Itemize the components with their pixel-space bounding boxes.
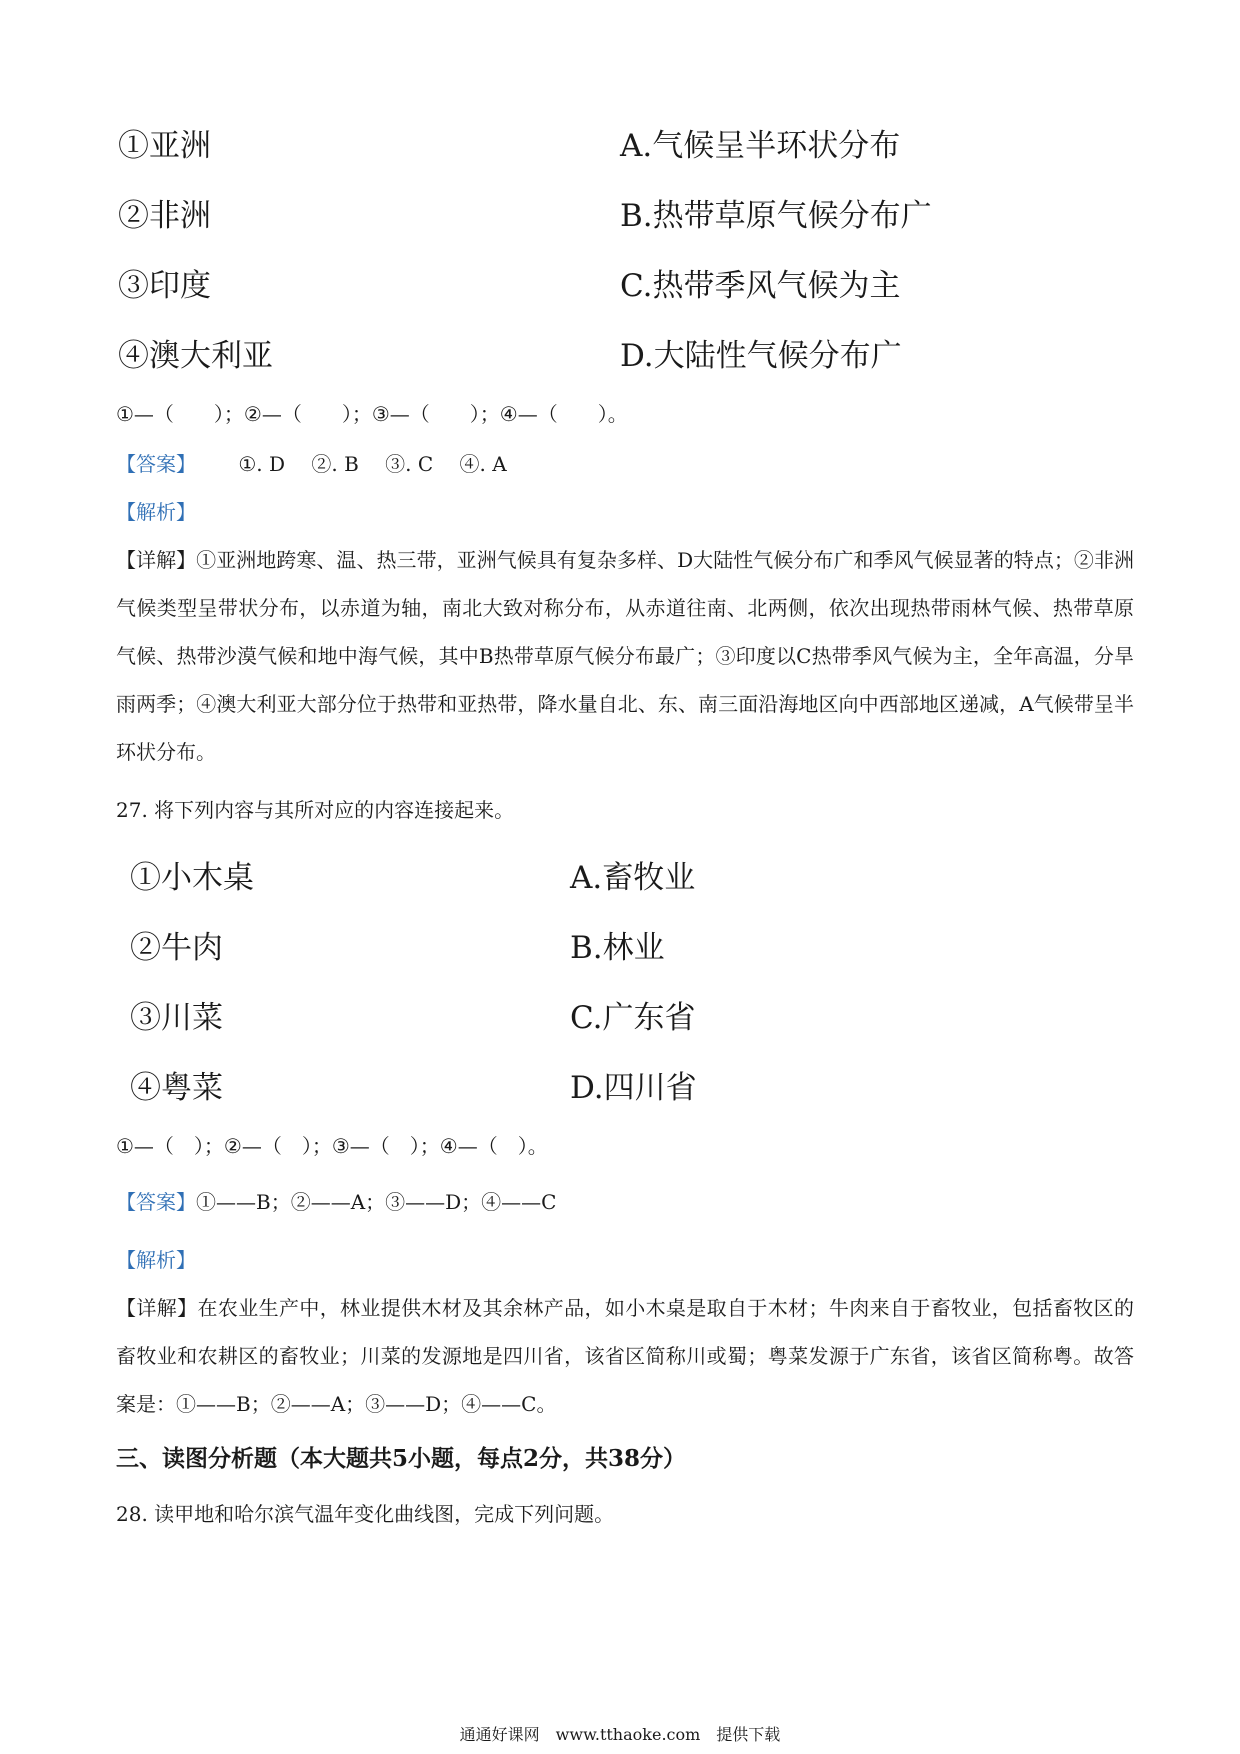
q26-right-item: D.大陆性气候分布广 [620,338,902,374]
q26-right-item: C.热带季风气候为主 [620,268,901,304]
q27-left-item: ③川菜 [130,1000,223,1036]
answer-tag: 【答案】 [116,452,196,476]
q27-left-item: ①小木桌 [130,860,254,896]
q28-question: 28. 读甲地和哈尔滨气温年变化曲线图，完成下列问题。 [116,1502,615,1526]
answer-tag: 【答案】 [116,1190,196,1214]
q27-right-item: C.广东省 [570,1000,696,1036]
q27-right-item: A.畜牧业 [570,860,696,896]
q27-answer-line [116,1178,556,1226]
q27-left-item: ④粤菜 [130,1070,223,1106]
q26-left-item: ②非洲 [118,198,211,234]
q27-right-item: B.林业 [570,930,665,966]
detail-tag: 【详解】 [116,548,197,572]
q26-analysis-tag: 【解析】 [116,500,196,524]
q27-question: 27. 将下列内容与其所对应的内容连接起来。 [116,798,515,822]
q26-left-item: ①亚洲 [118,128,211,164]
q26-left-item: ③印度 [118,268,211,304]
q26-blanks: ①—（ ）；②—（ ）；③—（ ）；④—（ ）。 [116,402,628,426]
q26-answer: ①. D ②. B ③. C ④. A [238,452,507,476]
detail-tag: 【详解】 [116,1296,198,1320]
q27-analysis-tag: 【解析】 [116,1248,196,1272]
q26-right-item: A.气候呈半环状分布 [620,128,901,164]
q26-right-item: B.热带草原气候分布广 [620,198,932,234]
section-heading: 三、读图分析题（本大题共5小题，每点2分，共38分） [116,1445,687,1472]
q27-right-item: D.四川省 [570,1070,697,1106]
q27-answer: ①——B；②——A；③——D；④——C [196,1190,557,1214]
q27-detail-text: 在农业生产中，林业提供木材及其余林产品，如小木桌是取自于木材；牛肉来自于畜牧业，包括畜牧区的畜牧业和农耕区的畜牧业；川菜的发源地是四川省，该省区简称川或蜀；粤菜发源于广东省，该省区简称粤。故答案是：①——B；②——A；③——D；④——C。 [116,1296,1135,1416]
q27-detail [116,1284,1134,1434]
q26-left-item: ④澳大利亚 [118,338,273,374]
q26-detail-text: ①亚洲地跨寒、温、热三带，亚洲气候具有复杂多样、D大陆性气候分布广和季风气候显著的特点；②非洲气候类型呈带状分布，以赤道为轴，南北大致对称分布，从赤道往南、北两侧，依次出现热带雨林气候、热带草原气候、热带沙漠气候和地中海气候，其中B热带草原气候分布最广；③印度以C热带季风气候为主，全年高温，分旱雨两季；④澳大利亚大部分位于热带和亚热带，降水量自北、东、南三面沿海地区向中西部地区递减，A气候带呈半环状分布。 [116,548,1134,764]
q26-detail [116,536,1134,786]
q27-left-item: ②牛肉 [130,930,223,966]
q27-blanks: ①—（ ）；②—（ ）；③—（ ）；④—（ ）。 [116,1134,548,1158]
q26-answer-line [116,440,507,488]
page-footer: 通通好课网 www.tthaoke.com 提供下载 [459,1725,781,1744]
